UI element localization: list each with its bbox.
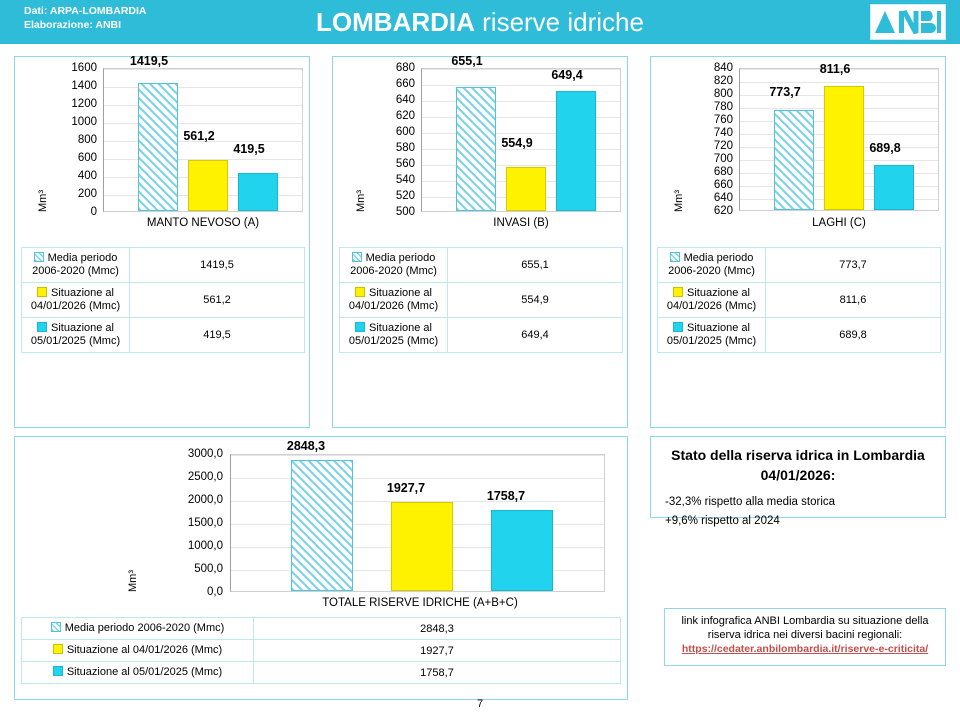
y-tick-c-11: 840 bbox=[713, 62, 733, 74]
bar-label-total-2026: 1927,7 bbox=[386, 481, 426, 495]
y-tick-c-9: 800 bbox=[713, 88, 733, 100]
legend-label-2026-c bbox=[658, 283, 766, 318]
legend-text-2026-b: Situazione al 04/01/2026 (Mmc) bbox=[348, 287, 439, 312]
legend-label-2026-total bbox=[22, 640, 254, 662]
legend-value-2026-c: 811,6 bbox=[766, 283, 941, 318]
y-tick-a-4: 800 bbox=[77, 134, 97, 146]
panel-laghi bbox=[650, 56, 946, 428]
y-tick-c-2: 660 bbox=[713, 179, 733, 191]
legend-text-2025-a: Situazione al 05/01/2025 (Mmc) bbox=[30, 322, 121, 347]
bar-label-total-media: 2848,3 bbox=[286, 439, 326, 453]
legend-row-2025-c bbox=[658, 318, 941, 353]
legend-row-2026-c bbox=[658, 283, 941, 318]
y-tick-a-7: 1400 bbox=[71, 80, 97, 92]
page-number: 7 bbox=[476, 698, 484, 710]
y-tick-c-7: 760 bbox=[713, 114, 733, 126]
y-tick-total-4: 2000,0 bbox=[187, 494, 223, 506]
legend-value-media-b: 655,1 bbox=[448, 248, 623, 283]
y-tick-c-8: 780 bbox=[713, 101, 733, 113]
credit-source: Dati: ARPA-LOMBARDIA bbox=[24, 5, 147, 17]
status-line-anno-precedente: +9,6% rispetto al 2024 bbox=[665, 515, 780, 527]
legend-value-2025-b: 649,4 bbox=[448, 318, 623, 353]
y-tick-a-6: 1200 bbox=[71, 98, 97, 110]
legend-row-2026-total bbox=[22, 640, 621, 662]
legend-text-2026-total: Situazione al 04/01/2026 (Mmc) bbox=[66, 644, 223, 656]
legend-value-2025-total: 1758,7 bbox=[254, 662, 621, 684]
legend-row-media-c bbox=[658, 248, 941, 283]
legend-label-2025-c bbox=[658, 318, 766, 353]
page-title bbox=[0, 6, 960, 38]
page-header bbox=[0, 0, 960, 44]
legend-text-2025-c: Situazione al 05/01/2025 (Mmc) bbox=[666, 322, 757, 347]
y-tick-b-1: 520 bbox=[395, 190, 415, 202]
category-label-b: INVASI (B) bbox=[493, 217, 549, 229]
legend-text-2026-a: Situazione al 04/01/2026 (Mmc) bbox=[30, 287, 121, 312]
bar-total-media bbox=[291, 460, 353, 591]
y-tick-c-10: 820 bbox=[713, 75, 733, 87]
y-axis-title-c: Mm³ bbox=[673, 190, 685, 212]
bar-label-c-media: 773,7 bbox=[769, 85, 801, 99]
y-tick-a-5: 1000 bbox=[71, 116, 97, 128]
y-tick-b-5: 600 bbox=[395, 126, 415, 138]
legend-row-media-a bbox=[22, 248, 305, 283]
bar-a-media bbox=[138, 83, 178, 211]
credit-processing: Elaborazione: ANBI bbox=[24, 19, 122, 31]
bar-c-media bbox=[774, 110, 814, 210]
legend-value-2026-a: 561,2 bbox=[130, 283, 305, 318]
bar-label-a-media: 1419,5 bbox=[129, 54, 169, 68]
legend-row-2025-total bbox=[22, 662, 621, 684]
page-title-bold: LOMBARDIA bbox=[316, 7, 475, 37]
yellow-swatch-icon bbox=[37, 287, 47, 297]
panel-totale-riserve bbox=[14, 436, 628, 700]
anbi-logo-icon bbox=[873, 7, 943, 37]
y-tick-a-1: 200 bbox=[77, 188, 97, 200]
y-tick-b-3: 560 bbox=[395, 158, 415, 170]
bar-c-2025 bbox=[874, 165, 914, 210]
bar-b-2026 bbox=[506, 167, 546, 211]
legend-text-2025-b: Situazione al 05/01/2025 (Mmc) bbox=[348, 322, 439, 347]
legend-table-a bbox=[21, 247, 305, 353]
bar-label-a-2026: 561,2 bbox=[183, 129, 215, 143]
legend-table-c bbox=[657, 247, 941, 353]
y-tick-total-3: 1500,0 bbox=[187, 517, 223, 529]
legend-table-b bbox=[339, 247, 623, 353]
yellow-swatch-icon bbox=[355, 287, 365, 297]
y-tick-b-7: 640 bbox=[395, 94, 415, 106]
y-tick-b-9: 680 bbox=[395, 62, 415, 74]
legend-text-media-total: Media periodo 2006-2020 (Mmc) bbox=[64, 622, 225, 634]
y-tick-c-4: 700 bbox=[713, 153, 733, 165]
y-tick-total-1: 500,0 bbox=[194, 563, 223, 575]
cyan-swatch-icon bbox=[53, 666, 63, 676]
hatch-swatch-icon bbox=[670, 252, 680, 262]
legend-value-2025-a: 419,5 bbox=[130, 318, 305, 353]
panel-invasi bbox=[332, 56, 628, 428]
legend-label-media-b bbox=[340, 248, 448, 283]
y-tick-b-4: 580 bbox=[395, 142, 415, 154]
bar-b-2025 bbox=[556, 91, 596, 211]
y-tick-a-8: 1600 bbox=[71, 62, 97, 74]
hatch-swatch-icon bbox=[51, 622, 61, 632]
bar-label-c-2025: 689,8 bbox=[869, 141, 901, 155]
legend-row-media-b bbox=[340, 248, 623, 283]
legend-label-2026-a bbox=[22, 283, 130, 318]
category-label-total: TOTALE RISERVE IDRICHE (A+B+C) bbox=[322, 597, 518, 609]
legend-row-2026-a bbox=[22, 283, 305, 318]
y-tick-c-0: 620 bbox=[713, 205, 733, 217]
legend-value-media-c: 773,7 bbox=[766, 248, 941, 283]
legend-value-media-a: 1419,5 bbox=[130, 248, 305, 283]
hatch-swatch-icon bbox=[352, 252, 362, 262]
bar-label-total-2025: 1758,7 bbox=[486, 489, 526, 503]
legend-text-media-c: Media periodo 2006-2020 (Mmc) bbox=[668, 252, 755, 277]
y-tick-a-0: 0 bbox=[90, 206, 97, 218]
y-tick-c-1: 640 bbox=[713, 192, 733, 204]
status-title: Stato della riserva idrica in Lombardia 04/01/2026: bbox=[671, 447, 925, 483]
legend-text-2026-c: Situazione al 04/01/2026 (Mmc) bbox=[666, 287, 757, 312]
legend-row-2025-b bbox=[340, 318, 623, 353]
panel-link-infografica bbox=[664, 608, 946, 666]
y-tick-c-3: 680 bbox=[713, 166, 733, 178]
panel-manto-nevoso bbox=[14, 56, 310, 428]
legend-row-2025-a bbox=[22, 318, 305, 353]
yellow-swatch-icon bbox=[673, 287, 683, 297]
legend-text-media-a: Media periodo 2006-2020 (Mmc) bbox=[32, 252, 119, 277]
bar-label-c-2026: 811,6 bbox=[819, 62, 851, 76]
legend-label-2026-b bbox=[340, 283, 448, 318]
legend-label-2025-b bbox=[340, 318, 448, 353]
status-line-media: -32,3% rispetto alla media storica bbox=[665, 496, 836, 508]
legend-label-media-a bbox=[22, 248, 130, 283]
y-tick-c-5: 720 bbox=[713, 140, 733, 152]
plot-area-total bbox=[230, 454, 605, 592]
cyan-swatch-icon bbox=[355, 322, 365, 332]
bar-total-2026 bbox=[391, 502, 453, 591]
legend-row-2026-b bbox=[340, 283, 623, 318]
y-tick-total-6: 3000,0 bbox=[187, 448, 223, 460]
link-description: link infografica ANBI Lombardia su situazione della riserva idrica nei diversi bacini regionali: bbox=[681, 615, 929, 641]
legend-text-2025-total: Situazione al 05/01/2025 (Mmc) bbox=[66, 666, 223, 678]
category-label-c: LAGHI (C) bbox=[812, 217, 866, 229]
y-tick-b-8: 660 bbox=[395, 78, 415, 90]
legend-table-total bbox=[21, 617, 621, 684]
cyan-swatch-icon bbox=[673, 322, 683, 332]
bar-total-2025 bbox=[491, 510, 553, 591]
bar-a-2026 bbox=[188, 160, 228, 211]
cyan-swatch-icon bbox=[37, 322, 47, 332]
legend-text-media-b: Media periodo 2006-2020 (Mmc) bbox=[350, 252, 437, 277]
hatch-swatch-icon bbox=[34, 252, 44, 262]
legend-label-2025-total bbox=[22, 662, 254, 684]
legend-label-media-total bbox=[22, 618, 254, 640]
bar-a-2025 bbox=[238, 173, 278, 211]
anbi-logo bbox=[870, 4, 946, 40]
page-title-rest: riserve idriche bbox=[474, 7, 644, 37]
bar-label-b-2025: 649,4 bbox=[551, 68, 583, 82]
bar-label-b-media: 655,1 bbox=[451, 54, 483, 68]
legend-value-2026-total: 1927,7 bbox=[254, 640, 621, 662]
y-tick-b-2: 540 bbox=[395, 174, 415, 186]
legend-value-2026-b: 554,9 bbox=[448, 283, 623, 318]
legend-label-2025-a bbox=[22, 318, 130, 353]
y-tick-a-3: 600 bbox=[77, 152, 97, 164]
bar-label-a-2025: 419,5 bbox=[233, 142, 265, 156]
y-tick-total-5: 2500,0 bbox=[187, 471, 223, 483]
y-tick-c-6: 740 bbox=[713, 127, 733, 139]
y-axis-title-total: Mm³ bbox=[127, 570, 139, 592]
infografica-link[interactable]: https://cedater.anbilombardia.it/riserve-e-criticita/ bbox=[681, 643, 929, 655]
y-tick-b-6: 620 bbox=[395, 110, 415, 122]
y-tick-total-2: 1000,0 bbox=[187, 540, 223, 552]
legend-value-2025-c: 689,8 bbox=[766, 318, 941, 353]
bar-label-b-2026: 554,9 bbox=[501, 136, 533, 150]
legend-value-media-total: 2848,3 bbox=[254, 618, 621, 640]
y-axis-title-a: Mm³ bbox=[37, 190, 49, 212]
y-axis-title-b: Mm³ bbox=[355, 190, 367, 212]
yellow-swatch-icon bbox=[53, 644, 63, 654]
y-tick-total-0: 0,0 bbox=[207, 586, 223, 598]
legend-row-media-total bbox=[22, 618, 621, 640]
y-tick-b-0: 500 bbox=[395, 206, 415, 218]
panel-stato-riserva bbox=[650, 436, 946, 527]
legend-label-media-c bbox=[658, 248, 766, 283]
y-tick-a-2: 400 bbox=[77, 170, 97, 182]
category-label-a: MANTO NEVOSO (A) bbox=[146, 217, 260, 229]
